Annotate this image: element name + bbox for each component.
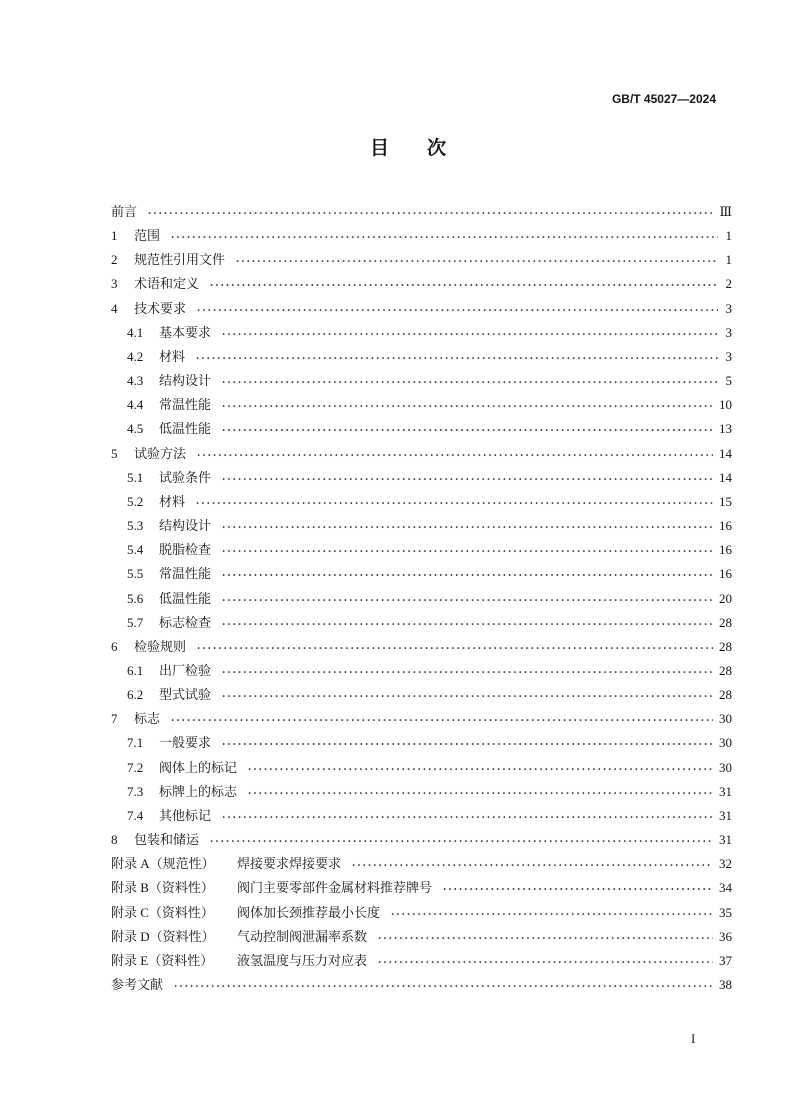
toc-entry-page: 5 <box>725 373 732 389</box>
toc-entry-page: 28 <box>719 687 732 703</box>
toc-entry-page: 3 <box>725 348 732 364</box>
toc-entry-page: 38 <box>719 977 732 992</box>
toc-entry-number: 附录 D（资料性） <box>111 928 215 944</box>
toc-entry-page: 3 <box>725 324 732 340</box>
toc-dot-leader <box>377 949 713 973</box>
toc-dot-leader <box>173 973 713 997</box>
toc-entry-number: 4.2 <box>127 348 144 364</box>
toc-entry-number: 5.7 <box>127 614 144 630</box>
toc-entry-title: 出厂检验 <box>159 662 212 678</box>
toc-dot-leader <box>221 514 713 538</box>
toc-dot-leader <box>247 780 713 804</box>
toc-entry-number: 7.4 <box>127 807 144 823</box>
toc-entry-page: 16 <box>719 542 732 558</box>
toc-entry-page: 32 <box>719 856 732 872</box>
toc-entry <box>110 224 732 248</box>
toc-entry-page: 30 <box>719 759 732 775</box>
toc-entry-page: 37 <box>719 952 732 968</box>
toc-entry-number: 5.1 <box>127 469 144 485</box>
toc-entry-number: 附录 E（资料性） <box>111 952 214 968</box>
toc-dot-leader <box>195 345 718 369</box>
toc-entry <box>110 780 732 804</box>
toc-entry <box>110 756 732 780</box>
toc-entry <box>110 393 732 417</box>
toc-entry-title: 标牌上的标志 <box>159 783 238 799</box>
toc-dot-leader <box>195 490 713 514</box>
toc-entry-number: 7 <box>111 711 118 727</box>
toc-entry-number: 3 <box>111 276 118 292</box>
toc-entry-number: 6.2 <box>127 687 144 703</box>
toc-entry-title: 规范性引用文件 <box>134 252 226 268</box>
toc-entry-page: 1 <box>725 252 732 268</box>
toc-entry-number: 1 <box>111 228 118 244</box>
toc-entry <box>110 804 732 828</box>
toc-dot-leader <box>221 659 713 683</box>
toc-entry-number: 4.4 <box>127 397 144 413</box>
toc-entry-number: 5.5 <box>127 566 144 582</box>
toc-entry-title: 术语和定义 <box>134 276 200 292</box>
toc-entry-number: 8 <box>111 832 118 848</box>
toc-entry-title: 焊接要求焊接要求 <box>237 856 342 872</box>
toc-entry-title: 一般要求 <box>159 735 212 751</box>
toc-dot-leader <box>221 369 718 393</box>
toc-dot-leader <box>170 224 718 248</box>
toc-entry-title: 阀体加长颈推荐最小长度 <box>237 904 381 920</box>
toc-entry <box>110 272 732 296</box>
toc-dot-leader <box>351 852 713 876</box>
toc-entry-number: 4 <box>111 300 118 316</box>
standard-number: GB/T 45027—2024 <box>611 92 716 106</box>
toc-entry-page: 28 <box>719 662 732 678</box>
toc-dot-leader <box>196 297 718 321</box>
toc-entry <box>110 611 732 635</box>
toc-entry <box>110 635 732 659</box>
toc-entry-title: 标志检查 <box>159 614 212 630</box>
toc-entry-page: 31 <box>719 832 732 848</box>
toc-entry-page: 13 <box>719 421 732 437</box>
toc-entry-page: 34 <box>719 880 732 896</box>
toc-entry-annex <box>110 949 732 973</box>
toc-entry-number: 5.2 <box>127 493 144 509</box>
toc-entry-title: 型式试验 <box>159 687 212 703</box>
toc-entry <box>110 345 732 369</box>
toc-dot-leader <box>209 272 718 296</box>
toc-entry-number: 4.5 <box>127 421 144 437</box>
toc-entry <box>110 707 732 731</box>
toc-entry-title: 其他标记 <box>159 807 212 823</box>
toc-entry-page: 36 <box>719 928 732 944</box>
toc-entry-number: 4.3 <box>127 373 144 389</box>
toc-entry-number: 5.6 <box>127 590 144 606</box>
toc-entry-title: 结构设计 <box>159 518 212 534</box>
toc-dot-leader <box>221 393 713 417</box>
toc-entry-annex <box>110 925 732 949</box>
toc-dot-leader <box>221 562 713 586</box>
toc-entry-title: 脱脂检查 <box>159 542 212 558</box>
toc-entry <box>110 659 732 683</box>
toc-entry-page: 2 <box>725 276 732 292</box>
toc-entry <box>110 731 732 755</box>
page-title: 目 次 <box>370 137 447 159</box>
toc-entry-number: 7.2 <box>127 759 144 775</box>
toc-entry-title: 试验方法 <box>134 445 187 461</box>
toc-dot-leader <box>209 828 713 852</box>
toc-entry-title: 结构设计 <box>159 373 212 389</box>
toc-dot-leader <box>221 417 713 441</box>
toc-entry <box>110 297 732 321</box>
toc-dot-leader <box>235 248 718 272</box>
toc-entry <box>110 562 732 586</box>
toc-entry-page: 20 <box>719 590 732 606</box>
toc-dot-leader <box>442 876 713 900</box>
toc-dot-leader <box>247 756 713 780</box>
toc-entry-title: 前言 <box>111 204 138 219</box>
toc-entry <box>110 683 732 707</box>
toc-entry-number: 6 <box>111 638 118 654</box>
toc-entry-number: 附录 A（规范性） <box>111 856 215 872</box>
toc-entry-title: 检验规则 <box>134 638 187 654</box>
toc-entry-number: 附录 B（资料性） <box>111 880 214 896</box>
toc-entry-title: 液氢温度与压力对应表 <box>237 952 368 968</box>
toc-entry <box>110 514 732 538</box>
toc-entry <box>110 248 732 272</box>
toc-entry-page: 28 <box>719 638 732 654</box>
toc-dot-leader <box>221 804 713 828</box>
toc-dot-leader <box>221 466 713 490</box>
toc-entry-annex <box>110 901 732 925</box>
toc-entry <box>110 369 732 393</box>
toc-entry <box>110 490 732 514</box>
toc-entry-title: 范围 <box>134 228 161 244</box>
toc-entry <box>110 200 732 224</box>
toc-entry-page: 3 <box>725 300 732 316</box>
toc-entry-number: 7.3 <box>127 783 144 799</box>
toc-entry <box>110 442 732 466</box>
toc-entry-title: 常温性能 <box>159 566 212 582</box>
toc-entry-page: 10 <box>719 397 732 413</box>
toc-entry <box>110 587 732 611</box>
toc-entry <box>110 538 732 562</box>
page-number: I <box>691 1031 696 1046</box>
toc-dot-leader <box>221 587 713 611</box>
toc-entry-title: 材料 <box>159 348 186 364</box>
toc-entry-title: 试验条件 <box>159 469 212 485</box>
toc-entry-number: 2 <box>111 252 118 268</box>
toc-dot-leader <box>221 611 713 635</box>
toc-entry-page: 31 <box>719 783 732 799</box>
toc-entry <box>110 466 732 490</box>
toc-entry-page: 16 <box>719 518 732 534</box>
toc-entry-number: 5 <box>111 445 118 461</box>
toc-entry <box>110 973 732 997</box>
toc-entry-title: 低温性能 <box>159 421 212 437</box>
toc-entry-page: 14 <box>719 445 732 461</box>
toc-entry-page: 1 <box>725 228 732 244</box>
toc-dot-leader <box>196 635 713 659</box>
toc-entry-title: 参考文献 <box>111 977 164 992</box>
toc-entry-number: 5.4 <box>127 542 144 558</box>
toc-entry <box>110 321 732 345</box>
toc-dot-leader <box>221 683 713 707</box>
toc-entry-page: 30 <box>719 735 732 751</box>
toc-entry-title: 常温性能 <box>159 397 212 413</box>
toc-dot-leader <box>147 200 713 224</box>
toc-entry-title: 阀体上的标记 <box>159 759 238 775</box>
toc-dot-leader <box>377 925 713 949</box>
toc-dot-leader <box>221 321 718 345</box>
toc-entry-page: 16 <box>719 566 732 582</box>
toc-dot-leader <box>221 538 713 562</box>
toc-entry-title: 材料 <box>159 493 186 509</box>
toc-entry-annex <box>110 876 732 900</box>
toc-entry-page: 31 <box>719 807 732 823</box>
toc-entry-title: 气动控制阀泄漏率系数 <box>237 928 368 944</box>
toc-entry-page: Ⅲ <box>719 204 732 219</box>
toc-entry-page: 15 <box>719 493 732 509</box>
toc-entry <box>110 828 732 852</box>
toc-entry-title: 低温性能 <box>159 590 212 606</box>
toc-dot-leader <box>196 442 713 466</box>
table-of-contents <box>110 200 732 997</box>
toc-entry-page: 30 <box>719 711 732 727</box>
toc-entry-number: 7.1 <box>127 735 144 751</box>
toc-dot-leader <box>170 707 713 731</box>
toc-entry-title: 包装和储运 <box>134 832 200 848</box>
toc-entry-page: 28 <box>719 614 732 630</box>
toc-entry-number: 4.1 <box>127 324 144 340</box>
toc-entry-title: 阀门主要零部件金属材料推荐牌号 <box>237 880 433 896</box>
toc-entry-number: 5.3 <box>127 518 144 534</box>
toc-entry-page: 35 <box>719 904 732 920</box>
toc-entry-number: 附录 C（资料性） <box>111 904 214 920</box>
toc-entry-title: 基本要求 <box>159 324 212 340</box>
toc-entry-page: 14 <box>719 469 732 485</box>
toc-dot-leader <box>390 901 713 925</box>
toc-entry-annex <box>110 852 732 876</box>
toc-dot-leader <box>221 731 713 755</box>
toc-entry-number: 6.1 <box>127 662 144 678</box>
toc-entry <box>110 417 732 441</box>
toc-entry-title: 标志 <box>134 711 161 727</box>
toc-entry-title: 技术要求 <box>134 300 187 316</box>
